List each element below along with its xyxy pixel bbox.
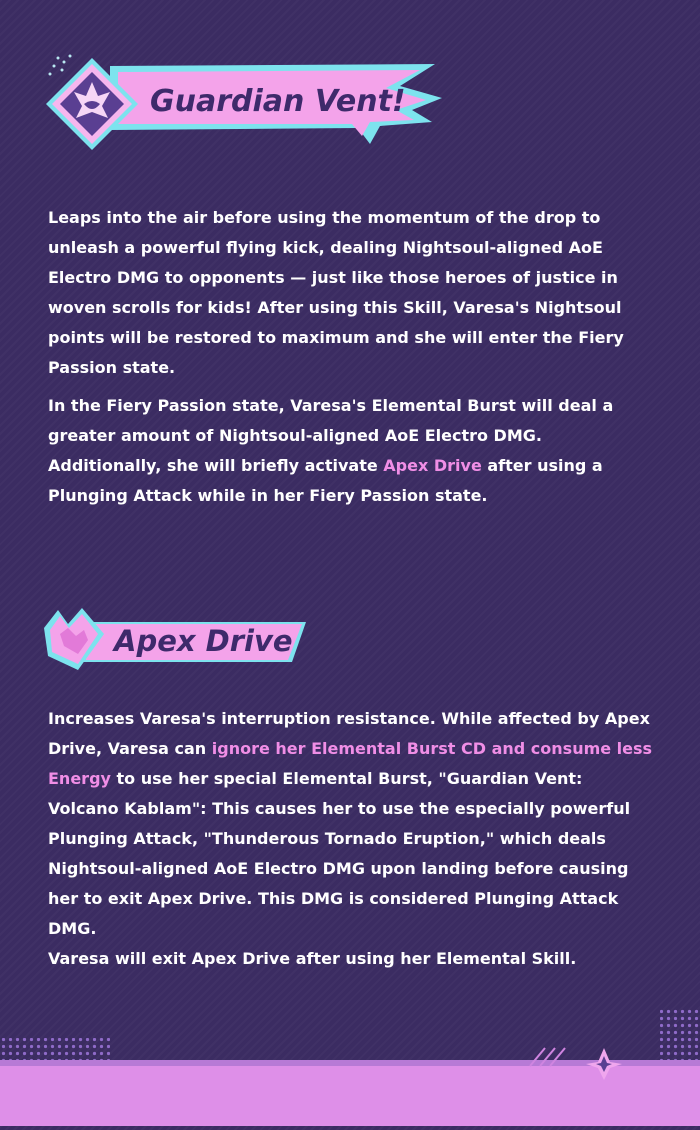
guardian-vent-description [48, 203, 658, 519]
footer-decoration [0, 1008, 700, 1126]
guardian-vent-header [40, 48, 450, 158]
apex-p-post: to use her special Elemental Burst, "Guardian Vent: Volcano Kablam": This causes her to use the especially powerful Plunging Attack, "Thunderous Tornado Eruption," which deals Nightsoul-aligned AoE Electro DMG upon landing before causing her to exit Apex Drive. This DMG is considered Plunging Attack DMG. [48, 769, 631, 938]
guardian-paragraph-2 [48, 391, 658, 511]
apex-drive-title: Apex Drive [114, 624, 293, 658]
apex-paragraph [48, 704, 658, 974]
apex-drive-header [38, 604, 308, 684]
guardian-paragraph-1: Leaps into the air before using the momentum of the drop to unleash a powerful flying kick, dealing Nightsoul-aligned AoE Electro DMG to opponents — just like those heroes of justice in woven scrolls for kids! After using this Skill, Varesa's Nightsoul points will be restored to maximum and she will enter the Fiery Passion state. [48, 208, 624, 377]
heart-spike-icon [38, 604, 110, 676]
apex-drive-description [48, 704, 658, 982]
electro-crest-icon [42, 54, 142, 154]
apex-p-last: Varesa will exit Apex Drive after using her Elemental Skill. [48, 949, 577, 968]
apex-p-pre: Increases Varesa's interruption resistance. While affected by Apex Drive, Varesa can [48, 709, 650, 758]
ignore-cd-highlight: ignore her Elemental Burst CD and consume less Energy [48, 739, 653, 788]
guardian-p2-pre: Additionally, she will briefly activate [48, 456, 384, 475]
guardian-p2-post: after using a Plunging Attack while in her Fiery Passion state. [48, 456, 603, 505]
apex-drive-highlight: Apex Drive [383, 456, 482, 475]
footer-band [0, 1008, 700, 1126]
guardian-vent-title: Guardian Vent! [150, 84, 406, 119]
guardian-p2-line1: In the Fiery Passion state, Varesa's Elemental Burst will deal a greater amount of Nightsoul-aligned AoE Electro DMG. [48, 396, 614, 445]
